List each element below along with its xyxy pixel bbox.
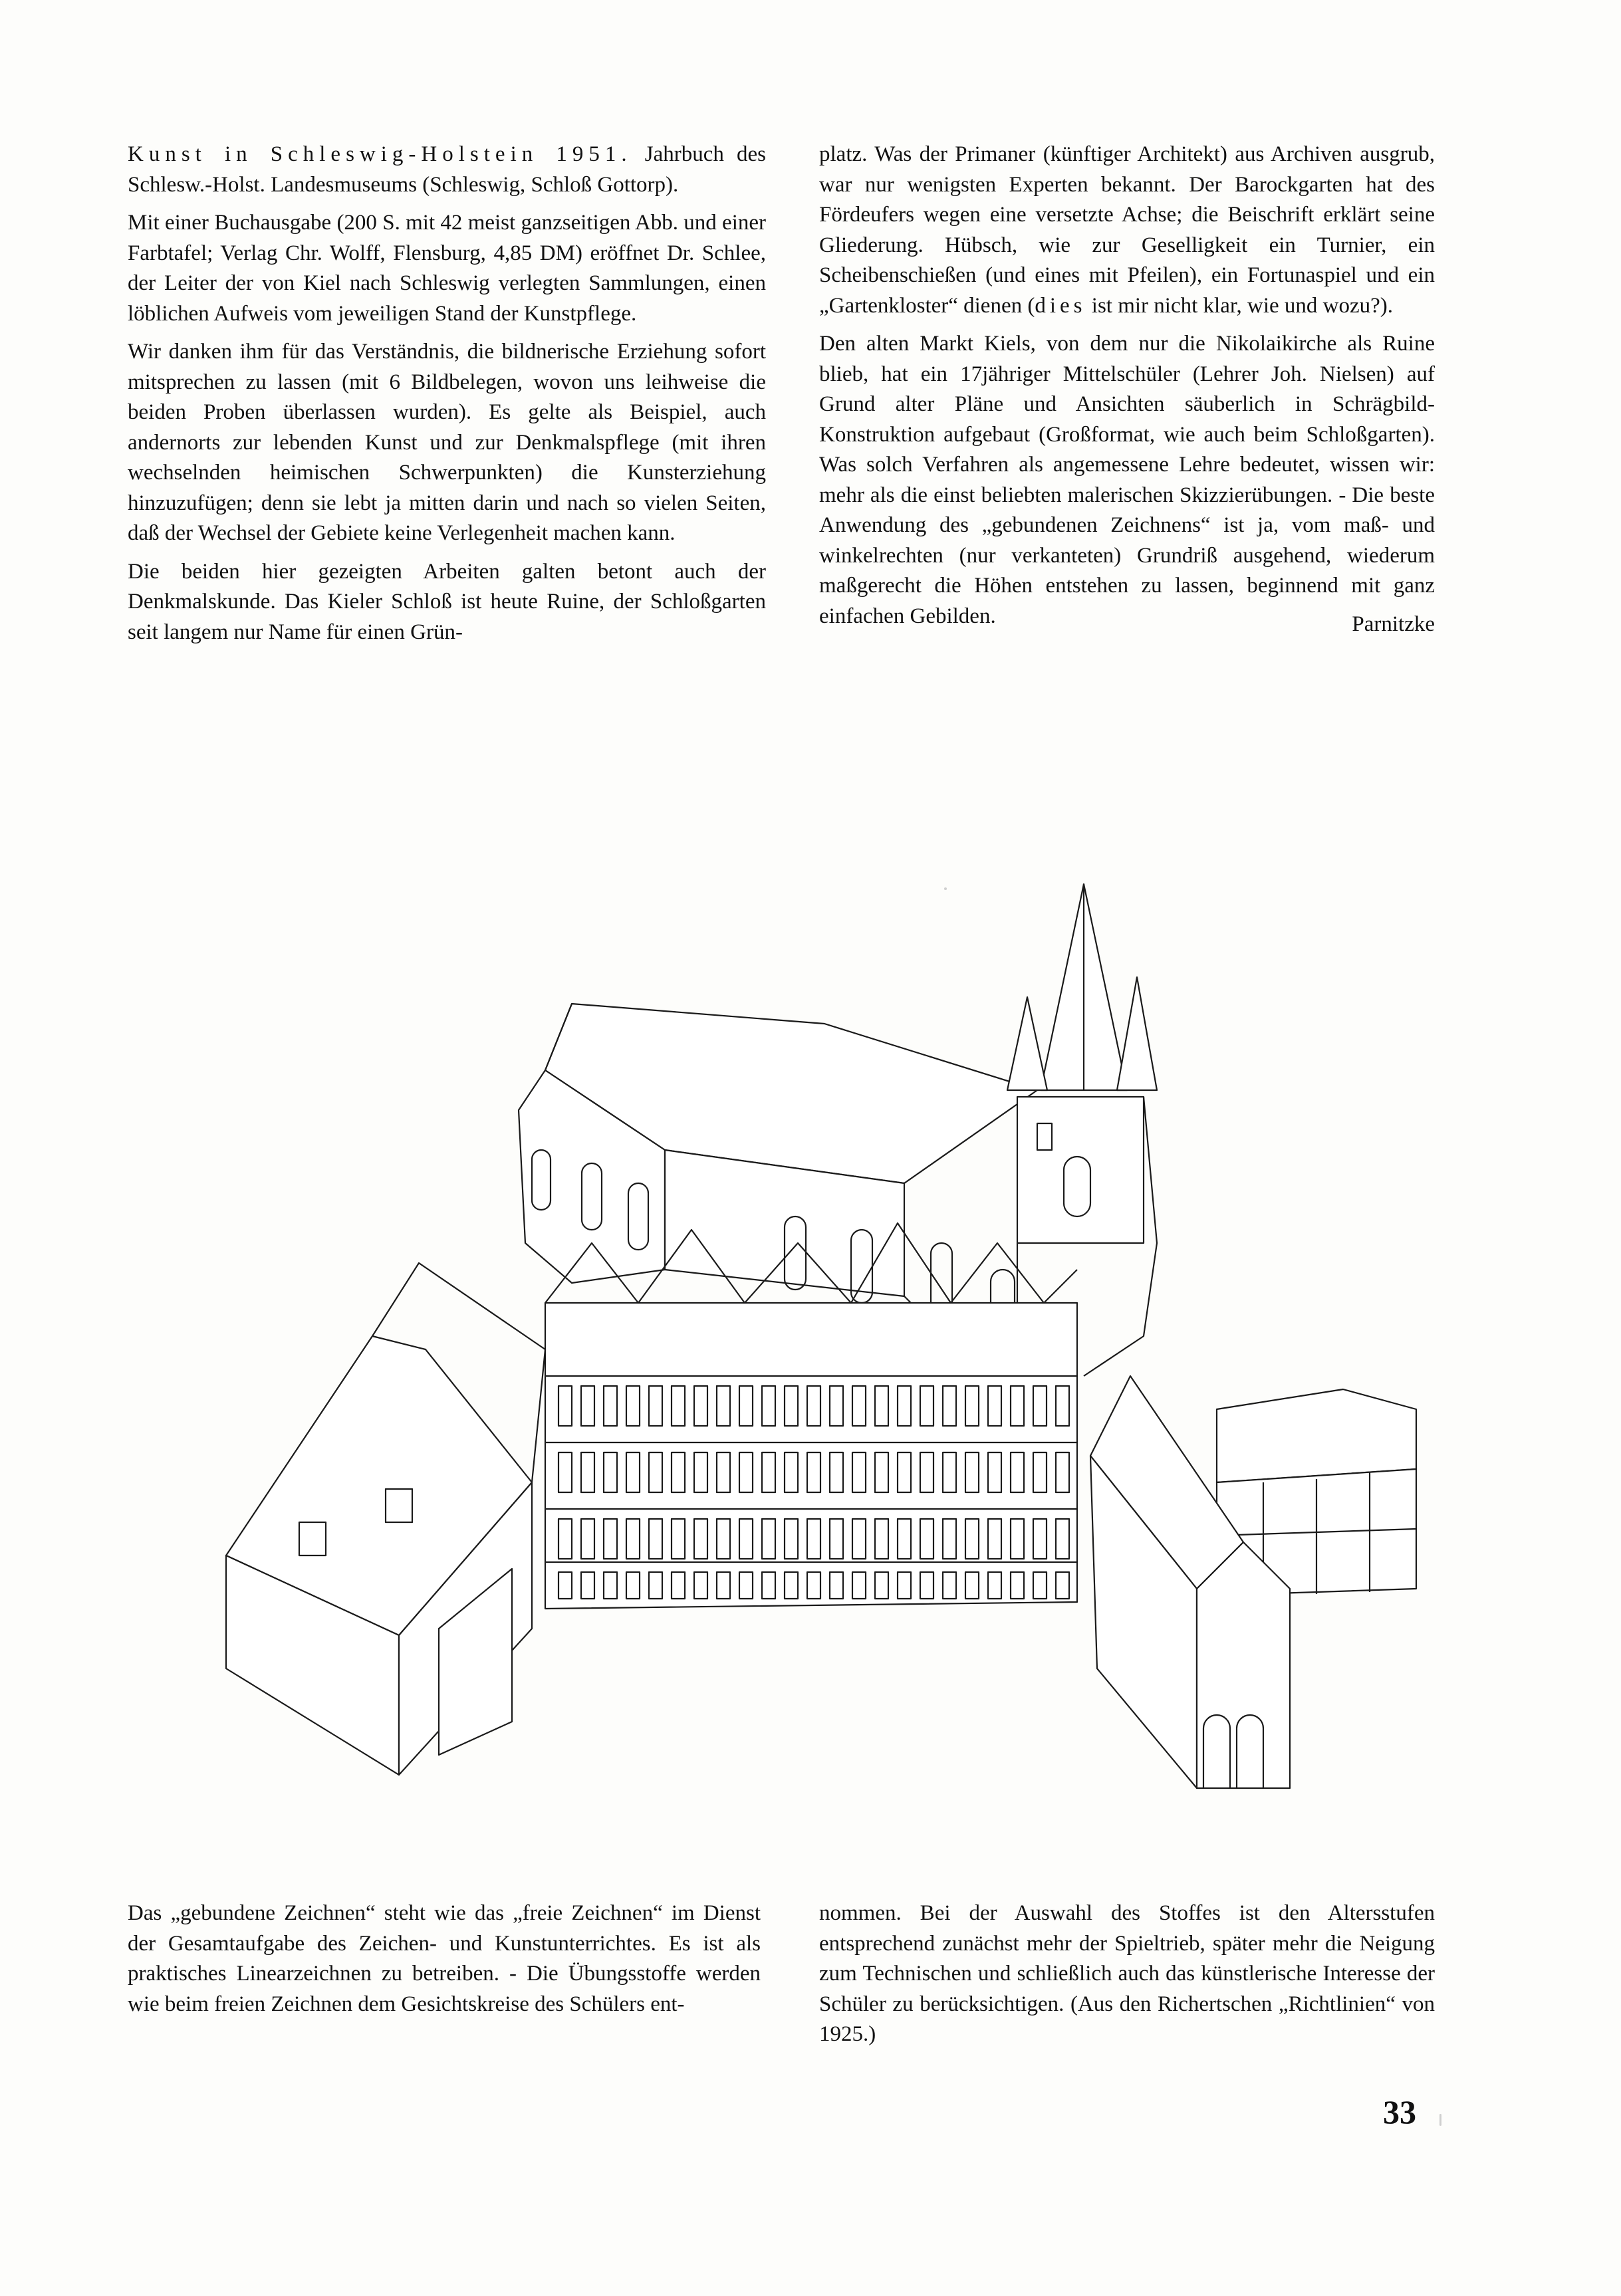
facade-window — [852, 1452, 866, 1492]
paragraph-text: platz. Was der Primaner (künftiger Architekt) aus Archiven ausgrub, war nur wenigsten Experten bekannt. Der Barockgarten hat des Fördeufers wegen eine versetzte Achse; die Beischrift erklärt seine Gliederung. Hübsch, wie zur Geselligkeit ein Turnier, ein Scheibenschießen (und eines mit Pfeilen), ein Fortunaspiel und ein „Gartenkloster“ dienen ( — [819, 142, 1435, 318]
facade-window — [785, 1452, 798, 1492]
facade-window — [762, 1452, 775, 1492]
facade-window — [672, 1519, 685, 1559]
facade-window — [604, 1519, 617, 1559]
facade-window — [649, 1452, 662, 1492]
paragraph — [819, 140, 1435, 321]
facade-window — [943, 1572, 956, 1599]
facade-window — [898, 1452, 911, 1492]
facade-window — [717, 1386, 730, 1426]
facade-window — [830, 1386, 843, 1426]
facade-window — [762, 1519, 775, 1559]
facade-window — [581, 1519, 594, 1559]
paragraph-text: ist mir nicht klar, wie und wozu?). — [1086, 293, 1394, 318]
facade-window — [988, 1386, 1001, 1426]
paragraph: nommen. Bei der Auswahl des Stoffes ist den Altersstufen entsprechend zunächst mehr der Spieltrieb, später mehr die Neigung zum Technischen und schließlich auch das künstlerische Interesse der Schüler zu berücksichtigen. (Aus den Richertschen „Richtlinien“ von 1925.) — [819, 1901, 1435, 2046]
review-heading-paragraph — [128, 140, 766, 200]
paragraph: Wir danken ihm für das Verständnis, die bildnerische Erziehung sofort mitsprechen zu lassen (mit 6 Bildbelegen, wovon uns leihweise die beiden Proben überlassen wurden). Es gelte als Beispiel, auch andernorts zur lebenden Kunst und zur Denkmalspflege (mit ihren wechselnden heimischen Schwerpunkten) die Kunsterziehung hinzuzufügen; denn sie lebt ja mitten darin und nach so vielen Seiten, daß der Wechsel der Gebiete keine Verlegenheit machen kann. — [128, 340, 766, 545]
facade-window — [1033, 1386, 1047, 1426]
author-signature: Parnitzke — [1352, 612, 1435, 636]
facade-window — [626, 1519, 640, 1559]
facade-window — [988, 1452, 1001, 1492]
facade-window — [1011, 1386, 1024, 1426]
emphasized-word: dies — [1035, 293, 1086, 318]
facade-window — [739, 1519, 753, 1559]
book-title: Kunst in Schleswig-Holstein 1951. — [128, 142, 632, 166]
facade-window — [1033, 1572, 1047, 1599]
facade-window — [965, 1572, 979, 1599]
paragraph: Den alten Markt Kiels, von dem nur die Nikolaikirche als Ruine blieb, hat ein 17jähriger Mittelschüler (Lehrer Joh. Nielsen) auf Grund alter Pläne und Ansichten säuberlich in Schrägbild-Konstruktion aufgebaut (Großformat, wie auch beim Schloßgarten). Was solch Verfahren als angemessene Lehre bedeutet, wissen wir: mehr als die einst beliebten malerischen Skizzierübungen. - Die beste Anwendung des „gebundenen Zeichnens“ ist ja, vom maß- und winkelrechten (nur verkanteten) Grundriß ausgehend, wiederum maßgerecht die Höhen entstehen zu lassen, beginnend mit ganz einfachen Gebilden. — [819, 332, 1435, 628]
facade-window — [875, 1519, 888, 1559]
facade-window — [672, 1452, 685, 1492]
facade-window — [875, 1572, 888, 1599]
facade-window — [559, 1452, 572, 1492]
facade-window — [943, 1386, 956, 1426]
facade-window — [943, 1519, 956, 1559]
facade-window — [965, 1452, 979, 1492]
facade-window — [1056, 1519, 1069, 1559]
print-speck — [944, 887, 947, 890]
facade-window — [1011, 1452, 1024, 1492]
facade-window — [694, 1386, 707, 1426]
facade-window — [1056, 1386, 1069, 1426]
facade-window — [672, 1386, 685, 1426]
facade-window — [875, 1386, 888, 1426]
print-speck — [1439, 2114, 1441, 2126]
facade-window — [581, 1386, 594, 1426]
facade-window — [694, 1572, 707, 1599]
facade-window — [739, 1572, 753, 1599]
article-column-top-right — [819, 140, 1435, 640]
facade-window — [1033, 1452, 1047, 1492]
facade-window — [739, 1386, 753, 1426]
facade-window — [1011, 1572, 1024, 1599]
facade-window — [965, 1519, 979, 1559]
facade-window — [852, 1572, 866, 1599]
facade-window — [852, 1386, 866, 1426]
facade-window — [1033, 1519, 1047, 1559]
facade-window — [898, 1519, 911, 1559]
facade-window — [739, 1452, 753, 1492]
facade-window — [604, 1572, 617, 1599]
facade-window — [1011, 1519, 1024, 1559]
facade-window — [1056, 1452, 1069, 1492]
facade-window — [785, 1386, 798, 1426]
facade-window — [559, 1572, 572, 1599]
facade-window — [785, 1519, 798, 1559]
facade-window — [943, 1452, 956, 1492]
facade-window — [898, 1572, 911, 1599]
facade-window — [717, 1519, 730, 1559]
paragraph: Mit einer Buchausgabe (200 S. mit 42 meist ganzseitigen Abb. und einer Farbtafel; Verlag Chr. Wolff, Flensburg, 4,85 DM) eröffnet Dr. Schlee, der Leiter der von Kiel nach Schleswig verlegten Sammlungen, einen löblichen Aufweis vom jeweiligen Stand der Kunstpflege. — [128, 211, 766, 326]
facade-window — [1056, 1572, 1069, 1599]
facade-window — [807, 1519, 820, 1559]
facade-window — [649, 1519, 662, 1559]
paragraph: Die beiden hier gezeigten Arbeiten galten betont auch der Denkmalskunde. Das Kieler Schloß ist heute Ruine, der Schloßgarten seit langem nur Name für einen Grün- — [128, 559, 766, 644]
church-tower-body — [1017, 1097, 1144, 1243]
facade-window — [626, 1572, 640, 1599]
right-house-roof — [1217, 1389, 1416, 1482]
facade-window — [920, 1452, 934, 1492]
facade-window — [988, 1572, 1001, 1599]
facade-window — [898, 1386, 911, 1426]
facade-window — [830, 1519, 843, 1559]
page-number: 33 — [1383, 2093, 1416, 2130]
facade-window — [830, 1572, 843, 1599]
book-title-rest: Jahrbuch des Schlesw.-Holst. Landesmuseums (Schleswig, Schloß Gottorp). — [128, 142, 766, 197]
facade-window — [988, 1519, 1001, 1559]
facade-window — [920, 1386, 934, 1426]
market-illustration — [199, 871, 1436, 1801]
facade-window — [581, 1572, 594, 1599]
facade-window — [830, 1452, 843, 1492]
facade-window — [559, 1386, 572, 1426]
facade-window — [604, 1452, 617, 1492]
facade-window — [785, 1572, 798, 1599]
facade-window — [694, 1519, 707, 1559]
facade-window — [649, 1386, 662, 1426]
church-tower-pinnacle — [1007, 997, 1047, 1090]
facade-window — [807, 1452, 820, 1492]
facade-window — [762, 1386, 775, 1426]
article-column-top-left — [128, 140, 766, 655]
facade-window — [626, 1386, 640, 1426]
drawing-lines — [226, 884, 1416, 1788]
facade-window — [920, 1572, 934, 1599]
facade-window — [852, 1519, 866, 1559]
facade-window — [807, 1572, 820, 1599]
facade-window — [717, 1452, 730, 1492]
paragraph: Das „gebundene Zeichnen“ steht wie das „freie Zeichnen“ im Dienst der Gesamtaufgabe des Zeichen- und Kunstunterrichtes. Es ist als praktisches Linearzeichnen zu betreiben. - Die Übungsstoffe werden wie beim freien Zeichnen dem Gesichtskreise des Schülers ent- — [128, 1901, 761, 2016]
church-tower-pinnacle — [1117, 977, 1157, 1090]
town-hall-gable — [1197, 1542, 1290, 1788]
facade-window — [965, 1386, 979, 1426]
facade-window — [807, 1386, 820, 1426]
facade-window — [626, 1452, 640, 1492]
facade-window — [875, 1452, 888, 1492]
facade-window — [762, 1572, 775, 1599]
facade-window — [694, 1452, 707, 1492]
facade-window — [717, 1572, 730, 1599]
facade-window — [559, 1519, 572, 1559]
facade-window — [604, 1386, 617, 1426]
facade-window — [920, 1519, 934, 1559]
facade-window — [649, 1572, 662, 1599]
quote-column-left — [128, 1898, 761, 2027]
facade-window — [581, 1452, 594, 1492]
quote-column-right — [819, 1898, 1435, 2058]
facade-window — [672, 1572, 685, 1599]
